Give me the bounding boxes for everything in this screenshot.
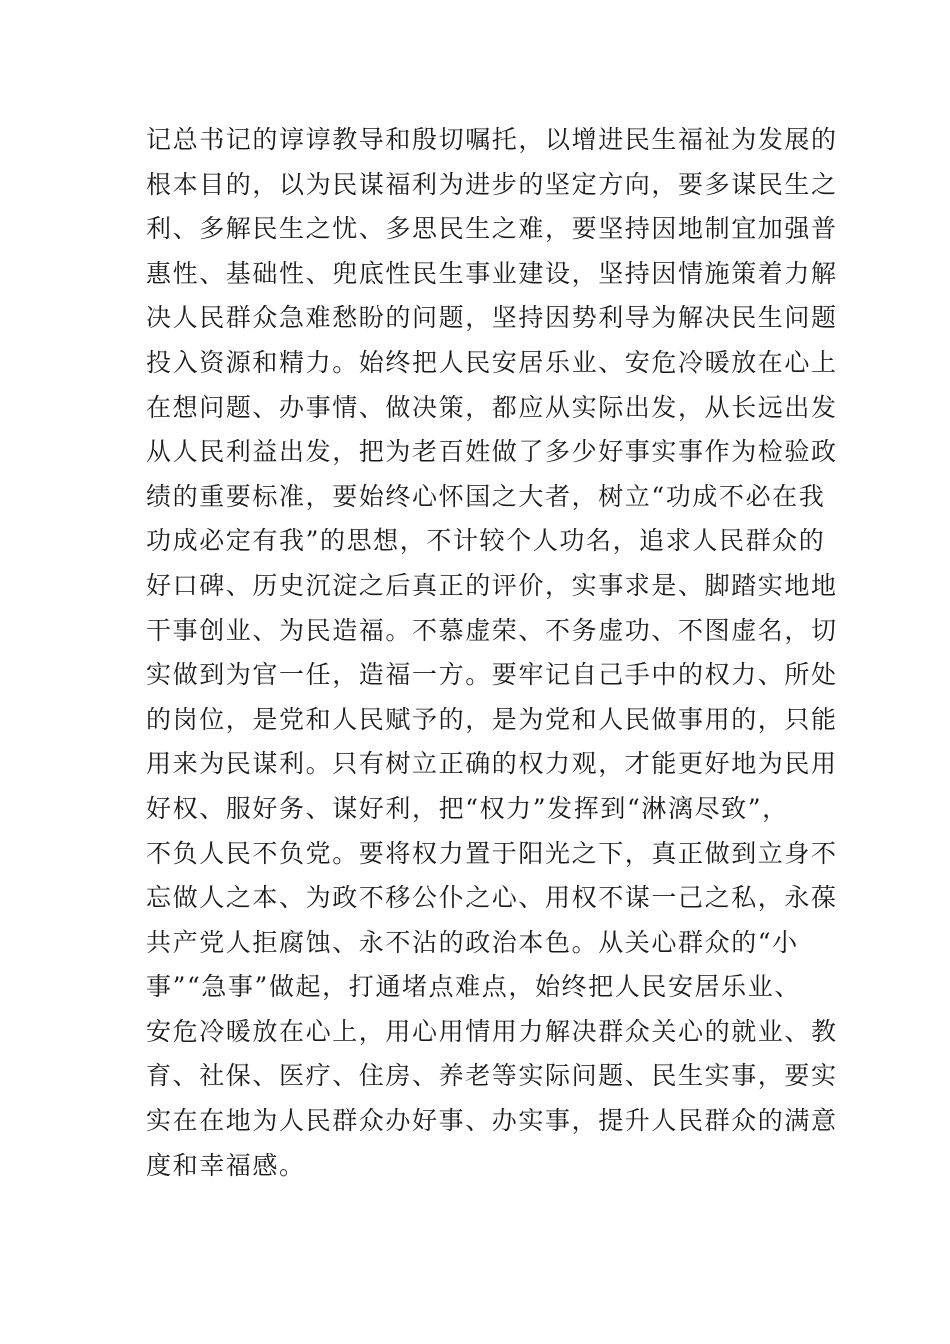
text-line: 投入资源和精力。始终把人民安居乐业、安危冷暖放在心上: [146, 347, 838, 377]
text-line: 从人民利益出发，把为老百姓做了多少好事实事作为检验政: [146, 437, 838, 467]
text-line: 共产党人拒腐蚀、永不沾的政治本色。从关心群众的“小: [146, 927, 799, 957]
text-line: 忘做人之本、为政不移公仆之心、用权不谋一己之私，永葆: [146, 883, 838, 913]
text-line: 用来为民谋利。只有树立正确的权力观，才能更好地为民用: [146, 749, 838, 779]
text-line: 度和幸福感。: [146, 1150, 306, 1180]
text-line: 在想问题、办事情、做决策，都应从实际出发，从长远出发: [146, 392, 838, 422]
text-line: 利、多解民生之忧、多思民生之难，要坚持因地制宜加强普: [146, 214, 838, 244]
text-line: 根本目的，以为民谋福利为进步的坚定方向，要多谋民生之: [146, 169, 838, 199]
text-line: 好口碑、历史沉淀之后真正的评价，实事求是、脚踏实地地: [146, 570, 838, 600]
text-line: 功成必定有我”的思想，不计较个人功名，追求人民群众的: [146, 526, 826, 556]
text-line: 记总书记的谆谆教导和殷切嘱托，以增进民生福祉为发展的: [146, 125, 838, 154]
text-line: 的岗位，是党和人民赋予的，是为党和人民做事用的，只能: [146, 704, 838, 734]
text-line: 好权、服好务、谋好利，把“权力”发挥到“淋漓尽致”，: [146, 793, 789, 823]
text-line: 不负人民不负党。要将权力置于阳光之下，真正做到立身不: [146, 838, 838, 868]
text-line: 实做到为官一任，造福一方。要牢记自己手中的权力、所处: [146, 660, 838, 690]
text-line: 育、社保、医疗、住房、养老等实际问题、民生实事，要实: [146, 1061, 838, 1091]
text-line: 干事创业、为民造福。不慕虚荣、不务虚功、不图虚名，切: [146, 615, 838, 645]
text-line: 实在在地为人民群众办好事、办实事，提升人民群众的满意: [146, 1106, 838, 1136]
text-line: 安危冷暖放在心上，用心用情用力解决群众关心的就业、教: [146, 1016, 838, 1046]
text-line: 绩的重要标准，要始终心怀国之大者，树立“功成不必在我: [146, 481, 826, 511]
text-line: 决人民群众急难愁盼的问题，坚持因势利导为解决民生问题: [146, 303, 838, 333]
body-text: [146, 118, 838, 1188]
text-line: 惠性、基础性、兜底性民生事业建设，坚持因情施策着力解: [146, 258, 838, 288]
text-line: 事”“急事”做起，打通堵点难点，始终把人民安居乐业、: [146, 972, 801, 1002]
